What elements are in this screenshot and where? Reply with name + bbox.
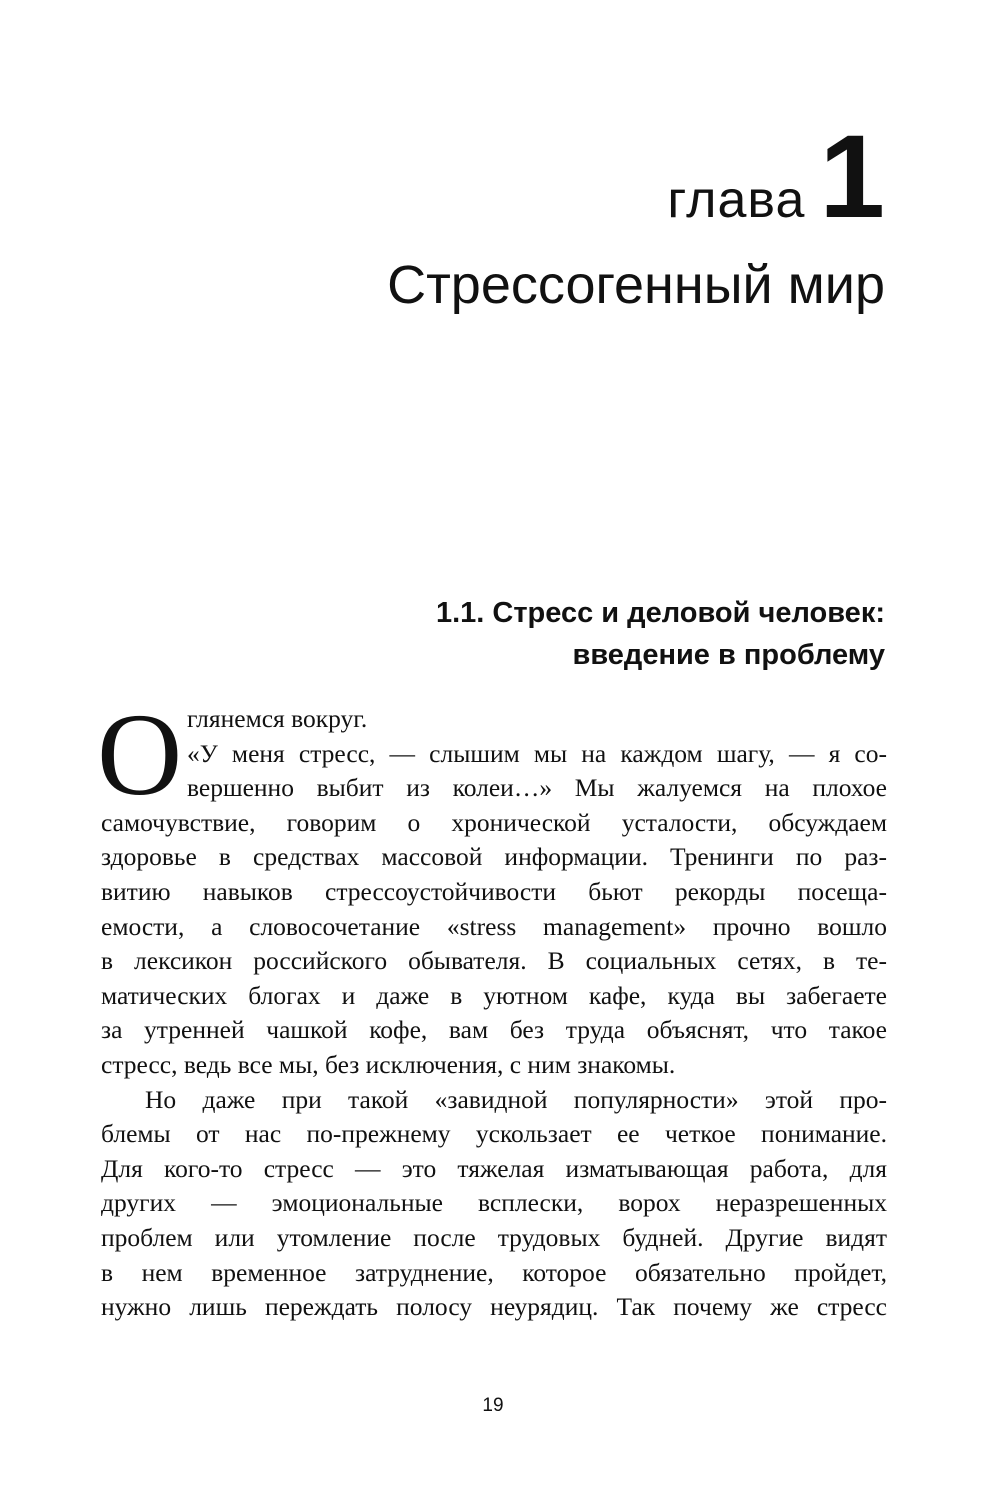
chapter-title: Стрессогенный мир xyxy=(387,255,885,315)
page-number: 19 xyxy=(482,1395,504,1416)
text-line: в нем временное затруднение, которое обязательно пройдет, xyxy=(101,1257,887,1287)
paragraph-1 xyxy=(101,702,887,1083)
text-line: здоровье в средствах массовой информации. Тренинги по раз- xyxy=(101,842,887,872)
text-line: вершенно выбит из колеи…» Мы жалуемся на плохое xyxy=(187,773,887,803)
text-line: матических блогах и даже в уютном кафе, куда вы забегаете xyxy=(101,980,887,1010)
text-line: других — эмоциональные всплески, ворох неразрешенных xyxy=(101,1188,887,1218)
text-line: блемы от нас по-прежнему ускользает ее четкое понимание. xyxy=(101,1119,887,1149)
paragraph-2 xyxy=(101,1083,887,1325)
text-line: витию навыков стрессоустойчивости бьют рекорды посеща- xyxy=(101,876,887,906)
text-line: в лексикон российского обывателя. В социальных сетях, в те- xyxy=(101,946,887,976)
text-line: глянемся вокруг. xyxy=(187,704,368,733)
section-heading-line: 1.1. Стресс и деловой человек: xyxy=(435,597,885,629)
text-line: за утренней чашкой кофе, вам без труда объяснят, что такое xyxy=(101,1015,887,1045)
text-line: емости, а словосочетание «stress management» прочно вошло xyxy=(101,911,887,941)
section-heading-line: введение в проблему xyxy=(572,639,885,671)
drop-cap: О xyxy=(97,689,183,820)
text-line: стресс, ведь все мы, без исключения, с ним знакомы. xyxy=(101,1049,676,1079)
text-line: нужно лишь переждать полосу неурядиц. Так почему же стресс xyxy=(101,1292,887,1322)
text-line: самочувствие, говорим о хронической усталости, обсуждаем xyxy=(101,807,887,837)
chapter-number: 1 xyxy=(819,111,885,243)
section-heading xyxy=(185,592,885,676)
chapter-word: глава xyxy=(667,171,806,229)
text-line: Для кого-то стресс — это тяжелая изматывающая работа, для xyxy=(101,1153,887,1183)
text-line: проблем или утомление после трудовых будней. Другие видят xyxy=(101,1222,887,1252)
text-line: Но даже при такой «завидной популярности» этой про- xyxy=(145,1084,887,1114)
chapter-label xyxy=(667,111,885,243)
text-line: «У меня стресс, — слышим мы на каждом шагу, — я со- xyxy=(187,738,887,768)
body-text xyxy=(97,689,887,1325)
